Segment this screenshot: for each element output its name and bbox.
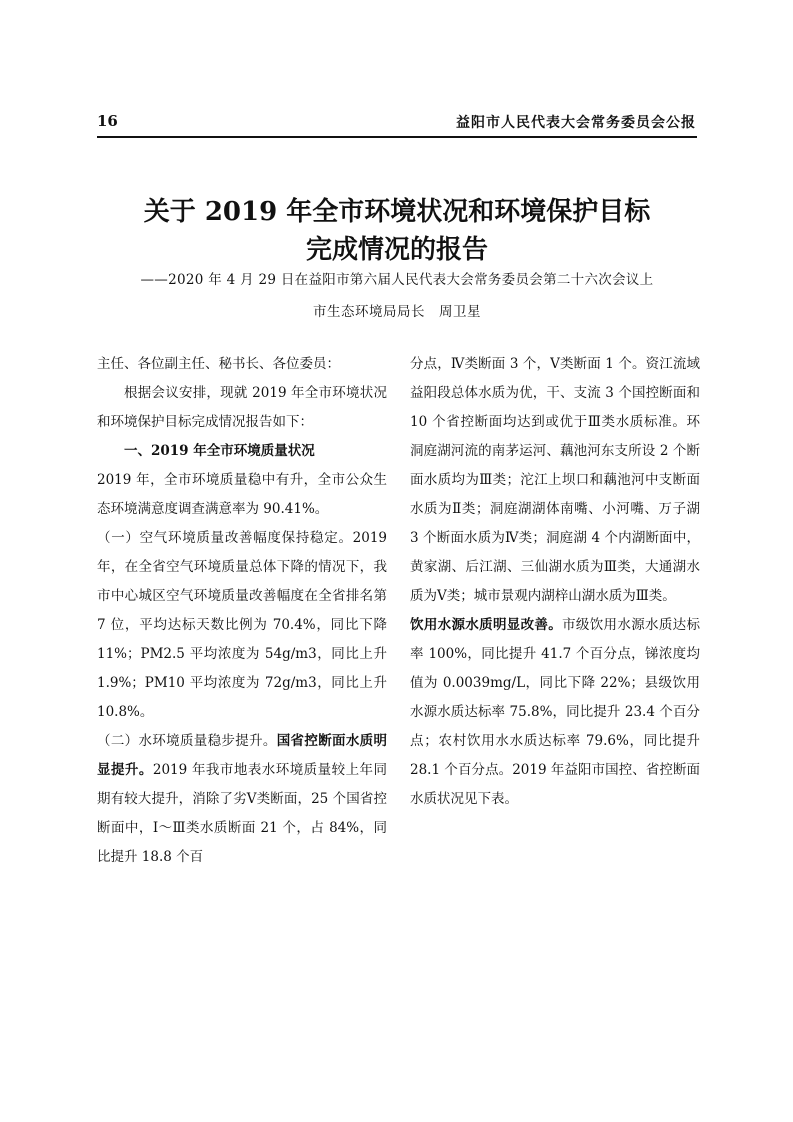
report-title-line1: 关于 2019 年全市环境状况和环境保护目标 <box>143 197 651 227</box>
water-quality-heading: （二）水环境质量稳步提升。 <box>97 733 277 749</box>
drinking-water-bold: 饮用水源水质明显改善。 <box>410 617 563 633</box>
header-rule <box>97 136 697 138</box>
section1-heading: 一、2019 年全市环境质量状况 <box>124 443 315 459</box>
intro-paragraph: 根据会议安排，现就 2019 年全市环境状况和环境保护目标完成情况报告如下： <box>97 385 387 430</box>
report-subtitle: ——2020 年 4 月 29 日在益阳市第六届人民代表大会常务委员会第二十六次会议上 <box>140 272 654 288</box>
drinking-water-paragraph <box>410 611 700 814</box>
water-continuation-paragraph: 分点，Ⅳ类断面 3 个，Ⅴ类断面 1 个。资江流域益阳段总体水质为优，干、支流 3 个国控断面和 10 个省控断面均达到或优于Ⅲ类水质标准。环洞庭湖河流的南茅运河、藕池河东支所设 2 个断面水质均为Ⅲ类；沱江上坝口和藕池河中支断面水质为Ⅱ类；洞庭湖湖体南嘴、小河嘴、万子湖 3 个断面水质为Ⅳ类；洞庭湖 4 个内湖断面中，黄家湖、后江湖、三仙湖水质为Ⅲ类，大通湖水质为Ⅴ类；城市景观内湖梓山湖水质为Ⅲ类。 <box>410 356 700 604</box>
salutation: 主任、各位副主任、秘书长、各位委员： <box>97 356 340 372</box>
publication-title: 益阳市人民代表大会常务委员会公报 <box>456 115 696 131</box>
air-quality-paragraph <box>97 524 387 727</box>
water-quality-paragraph <box>97 727 387 872</box>
section1-paragraph: 2019 年，全市环境质量稳中有升，全市公众生态环境满意度调查满意率为 90.41%。 <box>97 472 387 517</box>
report-title-line2: 完成情况的报告 <box>305 235 488 265</box>
water-quality-text: 2019 年我市地表水环境质量较上年同期有较大提升，消除了劣Ⅴ类断面，25 个国省控断面中，Ⅰ～Ⅲ类水质断面 21 个，占 84%，同比提升 18.8 个百 <box>97 762 387 865</box>
right-column <box>410 350 700 814</box>
air-quality-heading: （一）空气环境质量改善幅度保持稳定。 <box>97 530 353 546</box>
drinking-water-text: 市级饮用水源水质达标率 100%，同比提升 41.7 个百分点，锑浓度均值为 0.0039mg/L，同比下降 22%；县级饮用水源水质达标率 75.8%，同比提升 23.4 个百分点；农村饮用水水质达标率 79.6%，同比提升 28.1 个百分点。2019 年益阳市国控、省控断面水质状况见下表。 <box>410 617 701 807</box>
water-quality-bold: 国省控断面水质明显提升。 <box>97 733 388 778</box>
left-column <box>97 350 387 872</box>
page-number: 16 <box>97 112 118 130</box>
report-speaker: 市生态环境局局长 周卫星 <box>313 304 481 320</box>
air-quality-text: 2019 年，在全省空气环境质量总体下降的情况下，我市中心城区空气环境质量改善幅度在全省排名第 7 位，平均达标天数比例为 70.4%，同比下降 11%；PM2.5 平均浓度为 54g/m3，同比上升 1.9%；PM10 平均浓度为 72g/m3，同比上升 10.8%。 <box>97 530 387 720</box>
